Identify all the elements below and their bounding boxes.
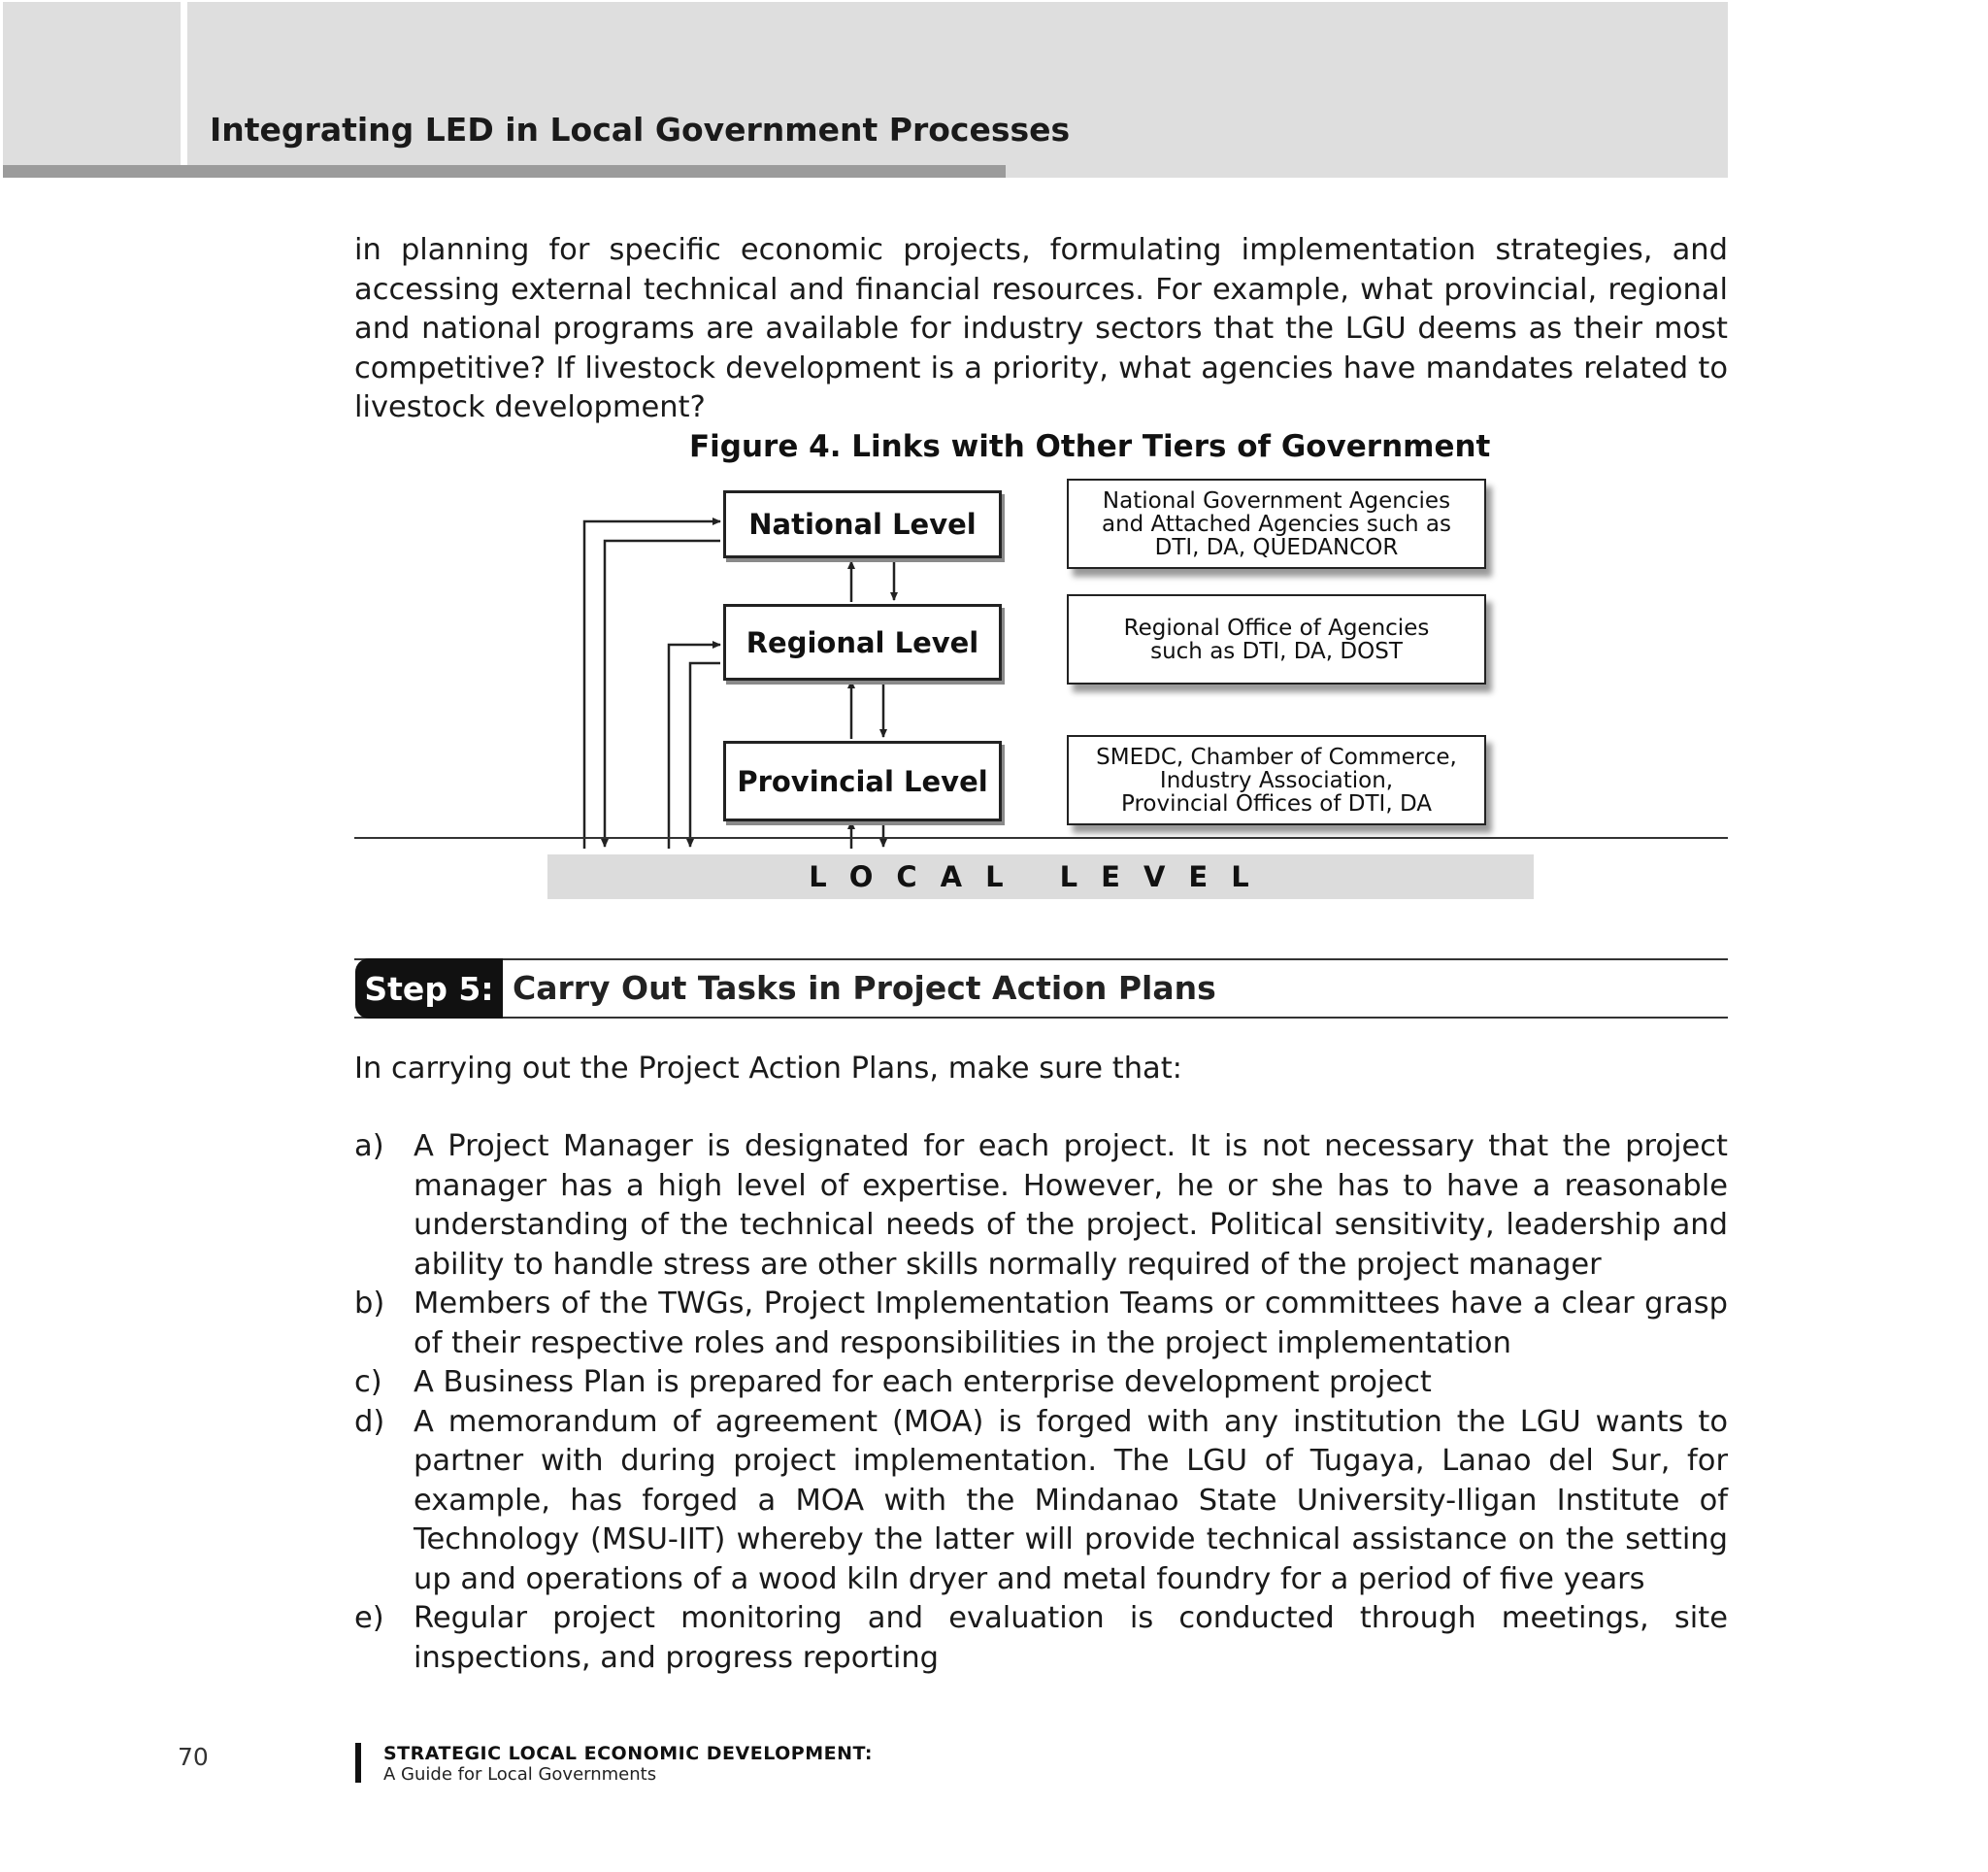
arrow-national-to-local [605,541,720,847]
national-level-box: National Level [723,490,1002,558]
figure-title: Figure 4. Links with Other Tiers of Government [689,429,1491,464]
arrow-regional-to-local [690,663,720,847]
local-level-band: LOCAL LEVEL [547,854,1534,899]
list-item [354,1285,1728,1363]
list-item-label: c) [354,1365,382,1399]
requirements-list [354,1127,1728,1678]
provincial-level-box: Provincial Level [723,741,1002,821]
footer-title: STRATEGIC LOCAL ECONOMIC DEVELOPMENT: [383,1743,874,1764]
list-item [354,1127,1728,1285]
list-item [354,1599,1728,1678]
list-item [354,1403,1728,1600]
footer-bar [355,1743,361,1783]
list-item [354,1363,1728,1403]
national-agencies-text: National Government Agencies and Attached Agencies such as DTI, DA, QUEDANCOR [1101,487,1452,560]
running-header-title: Integrating LED in Local Government Processes [210,111,1071,149]
list-item-text: Regular project monitoring and evaluation is conducted through meetings, site inspections, and progress reporting [414,1601,1728,1675]
step-rule-top [354,958,1728,960]
list-item-label: b) [354,1287,385,1320]
provincial-agencies-box [1067,735,1486,825]
national-agencies-box [1067,479,1486,569]
list-item-label: e) [354,1601,384,1635]
step-rule-bottom [354,1017,1728,1019]
list-item-text: A Project Manager is designated for each project. It is not necessary that the project manager has a high level of expertise. However, he or she has to have a reasonable understanding of the technical needs of the project. Political sensitivity, leadership and ability to handle stress are other skills normally required of the project manager [414,1129,1728,1282]
list-item-label: a) [354,1129,384,1163]
step-badge: Step 5: [355,958,503,1019]
step-title: Carry Out Tasks in Project Action Plans [513,969,1216,1007]
regional-level-box: Regional Level [723,604,1002,681]
arrow-local-to-regional [669,645,720,849]
list-item-text: A Business Plan is prepared for each enterprise development project [414,1365,1432,1399]
list-item-label: d) [354,1404,385,1439]
local-level-line [354,837,1728,839]
page-number: 70 [178,1743,209,1771]
lead-in: In carrying out the Project Action Plans, make sure that: [354,1052,1182,1086]
list-item-text: A memorandum of agreement (MOA) is forged with any institution the LGU wants to partner with during project implementation. The LGU of Tugaya, Lanao del Sur, for example, has forged a MOA with the Mindanao State University-Iligan Institute of Technology (MSU-IIT) whereby the latter will provide technical assistance on the setting up and operations of a wood kiln dryer and metal foundry for a period of five years [414,1404,1728,1596]
regional-agencies-text: Regional Office of Agencies such as DTI, DA, DOST [1123,615,1430,664]
regional-agencies-box [1067,594,1486,685]
list-item-text: Members of the TWGs, Project Implementation Teams or committees have a clear grasp of their respective roles and responsibilities in the project implementation [414,1287,1728,1360]
footer-subtitle: A Guide for Local Governments [383,1764,657,1785]
provincial-agencies-text: SMEDC, Chamber of Commerce, Industry Association, Provincial Offices of DTI, DA [1096,744,1457,817]
intro-paragraph: in planning for specific economic projects, formulating implementation strategies, and accessing external technical and financial resources. For example, what provincial, regional and national programs are available for industry sectors that the LGU deems as their most competitive? If livestock development is a priority, what agencies have mandates related to livestock development? [354,233,1728,424]
